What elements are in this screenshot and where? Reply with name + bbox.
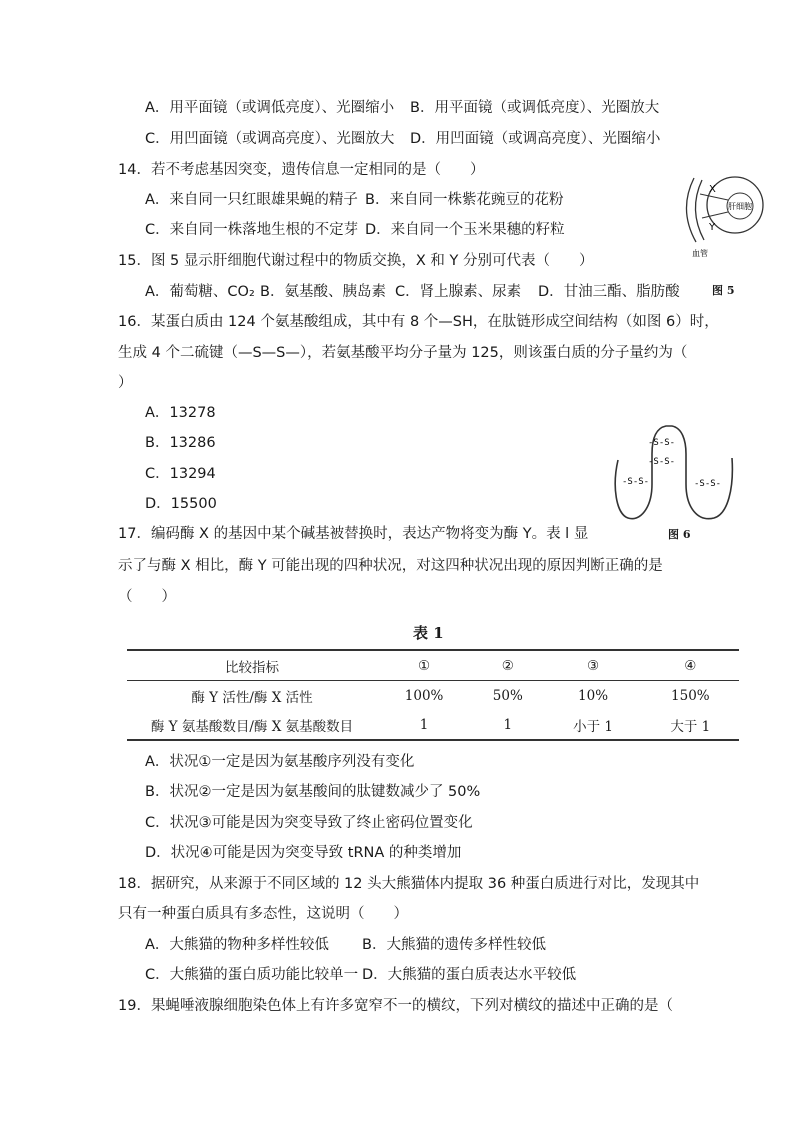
q13-option-b: B．用平面镜（或调低亮度）、光圈放大	[410, 100, 660, 116]
table-header-cell: ③	[544, 650, 641, 681]
q17-option-d: D．状况④可能是因为突变导致 tRNA 的种类增加	[145, 845, 462, 861]
q17-option-b: B．状况②一定是因为氨基酸间的肽键数减少了 50%	[145, 784, 481, 800]
table-cell: 1	[419, 716, 429, 733]
q16-option-b: B．13286	[145, 435, 216, 451]
figure-5-liver-cell	[680, 172, 770, 267]
q17-stem-line2: 示了与酶 X 相比，酶 Y 可能出现的四种状况，对这四种状况出现的原因判断正确的是	[118, 558, 663, 574]
q13-option-c: C．用凹面镜（或调高亮度）、光圈放大	[145, 131, 395, 147]
q15-option-d: D．甘油三酯、脂肪酸	[538, 284, 680, 300]
figure-6-peptide-chain	[610, 418, 740, 528]
table-cell: 酶 Y 活性/酶 X 活性	[191, 689, 313, 706]
disulfide-bond-left: -S-S-	[622, 477, 650, 487]
fig5-label-y: Y	[709, 222, 716, 233]
q17-stem-line3: （ ）	[118, 589, 176, 605]
q19-stem: 19．果蝇唾液腺细胞染色体上有许多宽窄不一的横纹，下列对横纹的描述中正确的是（	[118, 998, 673, 1014]
q18-option-a: A．大熊猫的物种多样性较低	[145, 937, 329, 953]
disulfide-bond-right: -S-S-	[694, 479, 722, 489]
q14-option-d: D．来自同一个玉米果穗的籽粒	[365, 222, 565, 238]
fig5-label-x: X	[709, 184, 716, 195]
table-cell: 大于 1	[670, 718, 711, 735]
q16-option-a: A．13278	[145, 405, 216, 421]
q13-option-d: D．用凹面镜（或调高亮度）、光圈缩小	[410, 131, 661, 147]
table-cell: 酶 Y 氨基酸数目/酶 X 氨基酸数目	[150, 718, 354, 735]
q15-option-a: A．葡萄糖、CO₂	[145, 284, 255, 300]
table-cell: 150%	[671, 687, 710, 704]
arrow-y	[702, 212, 728, 218]
q17-stem-line1: 17．编码酶 X 的基因中某个碱基被替换时，表达产物将变为酶 Y。表 l 显	[118, 526, 589, 542]
table-header-cell: ④	[642, 650, 739, 681]
table-row	[127, 681, 739, 711]
figure-5-caption: 图 5	[712, 284, 735, 297]
q16-option-c: C．13294	[145, 466, 216, 482]
q15-option-c: C．肾上腺素、尿素	[395, 284, 522, 300]
q14-option-b: B．来自同一株紫花豌豆的花粉	[365, 192, 564, 208]
disulfide-bond-top: -S-S-	[648, 438, 676, 448]
q18-stem-line1: 18．据研究，从来源于不同区域的 12 头大熊猫体内提取 36 种蛋白质进行对比，发现其中	[118, 876, 700, 892]
q18-option-c: C．大熊猫的蛋白质功能比较单一	[145, 967, 359, 983]
q18-option-d: D．大熊猫的蛋白质表达水平较低	[362, 967, 577, 983]
vessel-wall-outer	[686, 178, 696, 242]
table-cell: 1	[503, 716, 513, 733]
table-row	[127, 710, 739, 740]
q17-option-a: A．状况①一定是因为氨基酸序列没有变化	[145, 754, 415, 770]
q14-option-c: C．来自同一株落地生根的不定芽	[145, 222, 359, 238]
vessel-wall-inner	[695, 180, 704, 240]
table-header-row	[127, 650, 739, 681]
q17-option-c: C．状况③可能是因为突变导致了终止密码位置变化	[145, 815, 473, 831]
q16-stem-line2: 生成 4 个二硫键（—S—S—），若氨基酸平均分子量为 125，则该蛋白质的分子量约为（	[118, 345, 688, 361]
fig5-label-vessel: 血管	[692, 249, 708, 258]
fig5-label-cell: 肝细胞	[728, 202, 752, 211]
table-1	[127, 649, 739, 741]
disulfide-bond-middle: -S-S-	[648, 457, 676, 467]
table-cell: 小于 1	[573, 718, 613, 735]
q15-stem: 15．图 5 显示肝细胞代谢过程中的物质交换，X 和 Y 分别可代表（ ）	[118, 253, 594, 269]
q18-option-b: B．大熊猫的遗传多样性较低	[362, 937, 546, 953]
q18-stem-line2: 只有一种蛋白质具有多态性，这说明（ ）	[118, 906, 408, 922]
q14-stem: 14．若不考虑基因突变，遗传信息一定相同的是（ ）	[118, 162, 485, 178]
figure-6-caption: 图 6	[668, 528, 691, 541]
q13-option-a: A．用平面镜（或调低亮度）、光圈缩小	[145, 100, 395, 116]
q14-option-a: A．来自同一只红眼雄果蝇的精子	[145, 192, 358, 208]
q16-stem-line1: 16．某蛋白质由 124 个氨基酸组成，其中有 8 个—SH，在肽链形成空间结构（如图 6）时，	[118, 314, 719, 330]
q16-option-d: D．15500	[145, 496, 217, 512]
table-cell: 100%	[404, 687, 444, 704]
table-header-cell: ①	[377, 650, 471, 681]
table-header-cell: 比较指标	[127, 650, 377, 681]
table-1-title: 表 1	[413, 624, 444, 642]
table-cell: 10%	[578, 687, 609, 704]
table-cell: 50%	[492, 687, 523, 704]
table-header-cell: ②	[471, 650, 544, 681]
q15-option-b: B．氨基酸、胰岛素	[260, 284, 386, 300]
q16-stem-line3: ）	[118, 375, 133, 391]
